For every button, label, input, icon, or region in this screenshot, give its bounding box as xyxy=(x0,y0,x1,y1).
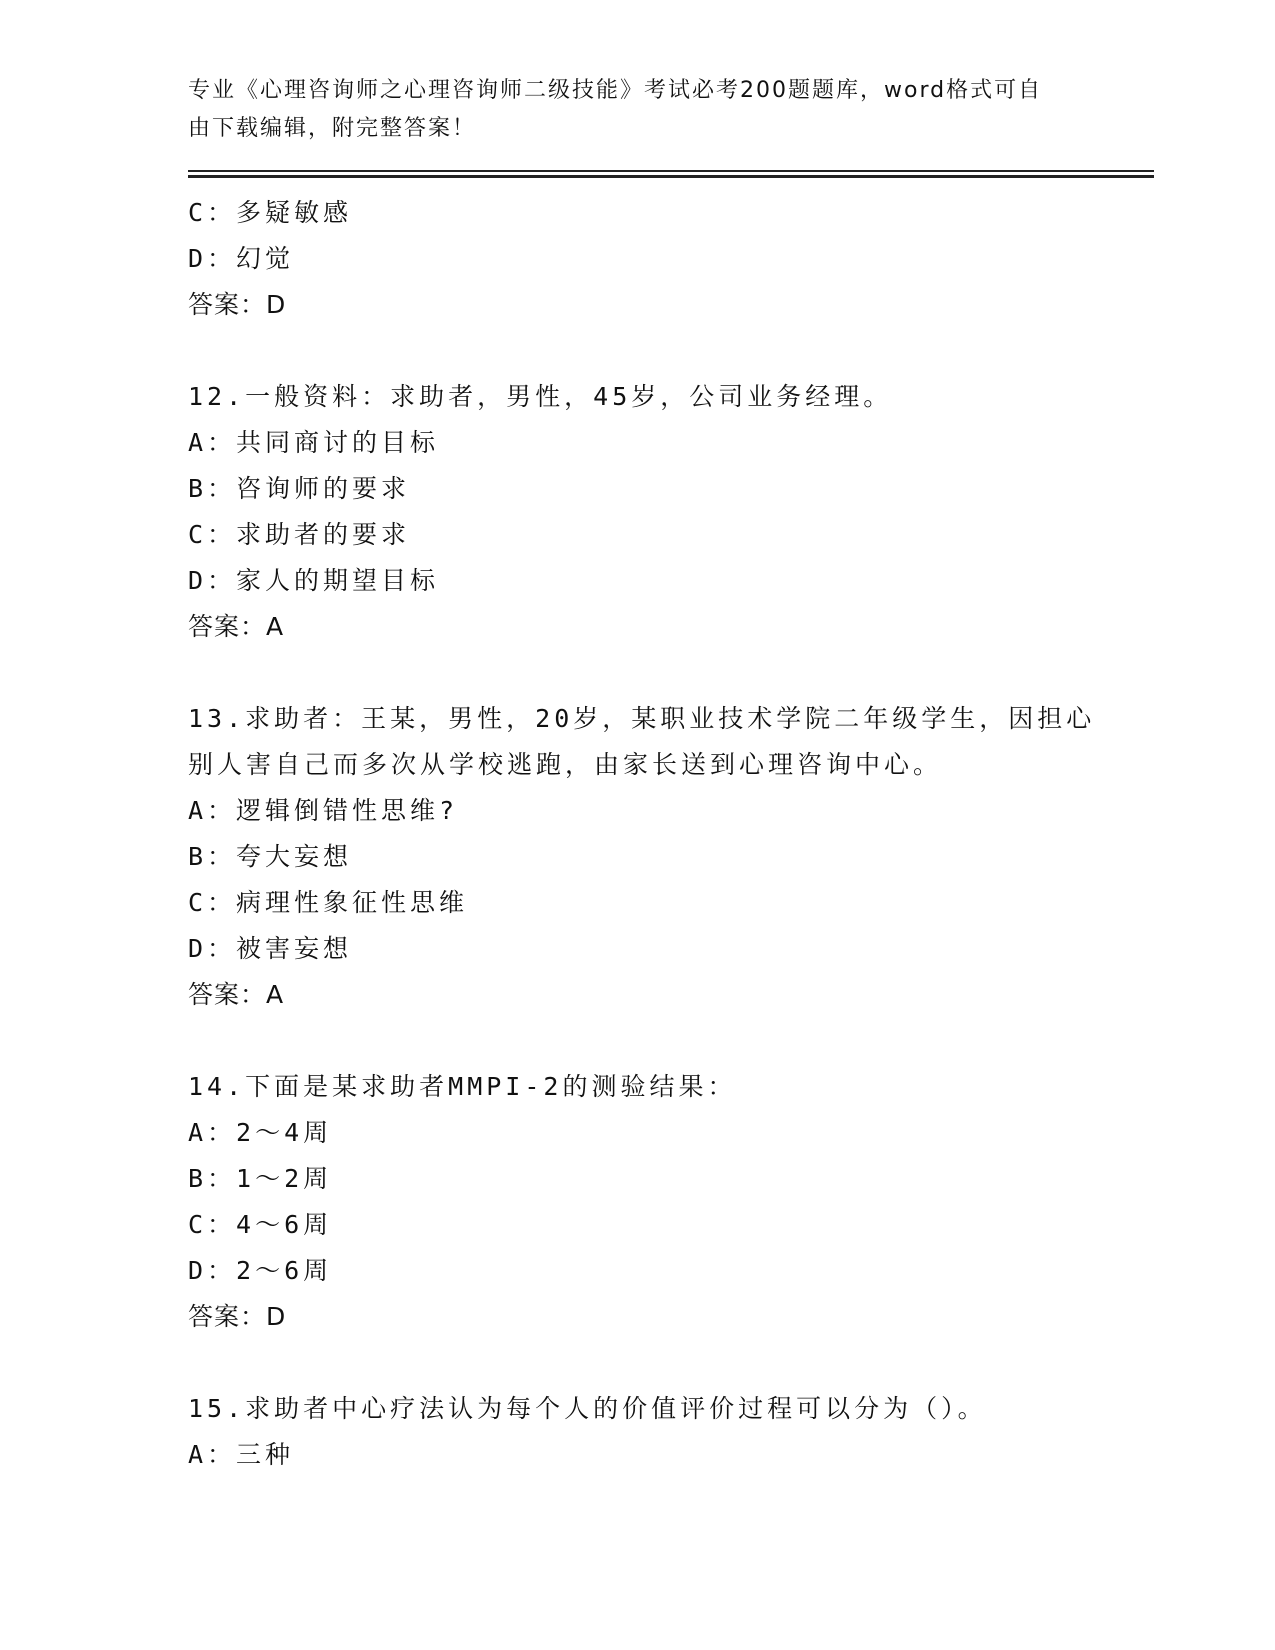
option-d: D：2～6周 xyxy=(188,1256,333,1285)
header-divider-thin xyxy=(188,170,1154,172)
option-d: D：幻觉 xyxy=(188,244,295,273)
answer-text: 答案：A xyxy=(188,980,285,1009)
option-b: B：夸大妄想 xyxy=(188,842,353,871)
option-a: A：2～4周 xyxy=(188,1118,333,1147)
answer-text: 答案：A xyxy=(188,612,285,641)
header-divider-thick xyxy=(188,175,1154,178)
question-13 xyxy=(188,696,1096,1018)
option-a: A：三种 xyxy=(188,1440,295,1469)
option-a: A：共同商讨的目标 xyxy=(188,428,440,457)
answer-text: 答案：D xyxy=(188,290,287,319)
option-a: A：逻辑倒错性思维? xyxy=(188,796,459,825)
question-stem-line-2: 别人害自己而多次从学校逃跑，由家长送到心理咨询中心。 xyxy=(188,750,943,779)
question-11-continued xyxy=(188,190,1088,328)
option-b: B：1～2周 xyxy=(188,1164,333,1193)
spacer xyxy=(188,1340,1088,1386)
document-header xyxy=(188,72,1068,148)
option-c: C：求助者的要求 xyxy=(188,520,411,549)
header-line-2: 由下载编辑，附完整答案！ xyxy=(188,116,477,141)
option-c: C：多疑敏感 xyxy=(188,198,353,227)
question-list xyxy=(188,190,1096,1478)
question-stem: 14.下面是某求助者MMPI-2的测验结果： xyxy=(188,1072,737,1101)
option-d: D：家人的期望目标 xyxy=(188,566,440,595)
question-14 xyxy=(188,1064,1088,1340)
question-stem: 12.一般资料：求助者，男性，45岁，公司业务经理。 xyxy=(188,382,893,411)
header-line-1: 专业《心理咨询师之心理咨询师二级技能》考试必考200题题库，word格式可自 xyxy=(188,78,1043,103)
spacer xyxy=(188,1018,1088,1064)
option-c: C：病理性象征性思维 xyxy=(188,888,469,917)
answer-text: 答案：D xyxy=(188,1302,287,1331)
spacer xyxy=(188,650,1088,696)
question-stem: 15.求助者中心疗法认为每个人的价值评价过程可以分为（）。 xyxy=(188,1394,987,1423)
question-12 xyxy=(188,374,1088,650)
option-d: D：被害妄想 xyxy=(188,934,353,963)
spacer xyxy=(188,328,1088,374)
option-b: B：咨询师的要求 xyxy=(188,474,411,503)
question-stem-line-1: 13.求助者：王某，男性，20岁，某职业技术学院二年级学生，因担心 xyxy=(188,704,1096,733)
question-15 xyxy=(188,1386,1088,1478)
option-c: C：4～6周 xyxy=(188,1210,333,1239)
